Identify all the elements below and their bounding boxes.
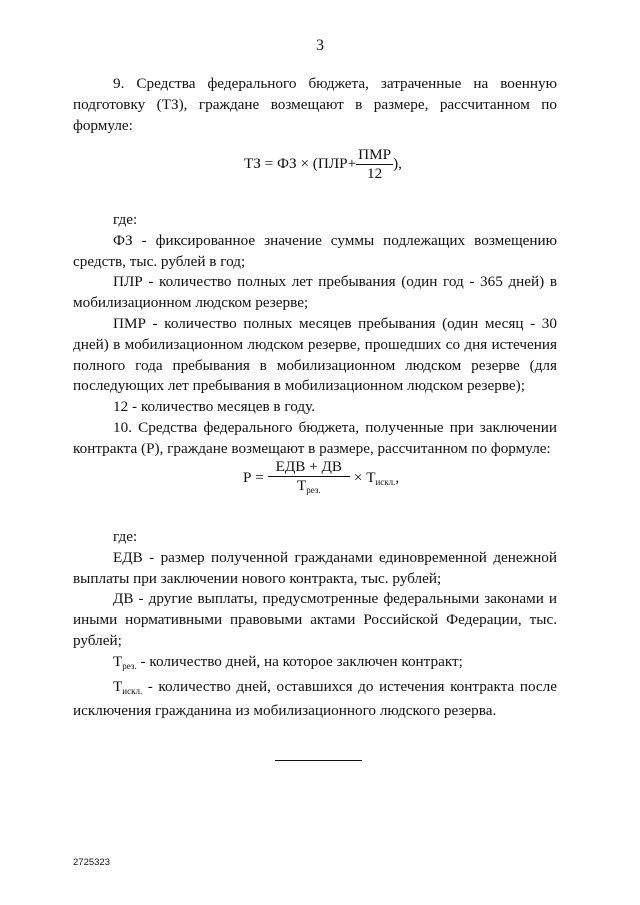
formula-tz-numerator: ПМР bbox=[358, 146, 392, 163]
t-res-text: - количество дней, на которое заключен контракт; bbox=[136, 652, 463, 670]
t-iskl-symbol: Т bbox=[113, 677, 123, 695]
definition-pmr: ПМР - количество полных месяцев пребывания (один месяц - 30 дней) в мобилизационном людском резерве, прошедших со дня истечения полного года пребывания в мобилизационном людском резерве (для последующих лет пребывания в мобилизационном людском резерве); bbox=[73, 314, 557, 395]
t-res-subscript: рез. bbox=[122, 660, 137, 671]
formula-tz-denominator: 12 bbox=[367, 165, 383, 182]
definition-plr: ПЛР - количество полных лет пребывания (один год - 365 дней) в мобилизационном людском резерве; bbox=[73, 273, 557, 312]
definitions-2 bbox=[73, 527, 557, 722]
definition-12: 12 - количество месяцев в году. bbox=[113, 398, 316, 416]
paragraph-9-text: 9. Средства федерального бюджета, затраченные на военную подготовку (ТЗ), граждане возмещают в размере, рассчитанном по формуле: bbox=[73, 75, 557, 134]
t-iskl-subscript: искл. bbox=[122, 685, 143, 696]
formula-tz-fraction bbox=[356, 146, 393, 183]
formula-r-den-subscript: рез. bbox=[306, 485, 321, 495]
page-number: 3 bbox=[316, 37, 324, 54]
t-iskl-text: - количество дней, оставшихся до истечения контракта после исключения гражданина из мобилизационного людского резерва. bbox=[73, 677, 557, 720]
where-label-2: где: bbox=[113, 528, 138, 545]
formula-r-t-subscript: искл. bbox=[375, 476, 396, 487]
formula-r bbox=[243, 458, 399, 499]
formula-r-den-symbol: Т bbox=[296, 477, 307, 494]
end-separator bbox=[275, 760, 362, 761]
paragraph-10: 10. Средства федерального бюджета, полученные при заключении контракта (Р), граждане возмещают в размере, рассчитанном по формуле: bbox=[73, 418, 557, 457]
definition-t-res bbox=[73, 652, 557, 677]
definition-dv: ДВ - другие выплаты, предусмотренные федеральными законами и иными нормативными правовыми актами Российской Федерации, тыс. рублей; bbox=[73, 590, 557, 649]
t-res-symbol: Т bbox=[113, 652, 123, 670]
definition-t-iskl bbox=[73, 677, 557, 723]
definition-edv: ЕДВ - размер полученной гражданами единовременной денежной выплаты при заключении нового контракта, тыс. рублей; bbox=[73, 548, 557, 587]
formula-r-lhs: Р = bbox=[243, 468, 264, 486]
where-label-1: где: bbox=[113, 211, 138, 228]
formula-r-numerator: ЕДВ + ДВ bbox=[268, 458, 350, 477]
document-code: 2725323 bbox=[73, 857, 110, 868]
formula-r-fraction bbox=[268, 458, 350, 499]
formula-r-denominator bbox=[268, 477, 350, 499]
paragraph-9 bbox=[73, 74, 557, 136]
formula-r-tail: , bbox=[395, 468, 400, 486]
formula-tz-lhs: ТЗ = ФЗ × (ПЛР+ bbox=[244, 154, 357, 172]
formula-tz-tail: ), bbox=[393, 154, 402, 172]
definitions-1 bbox=[73, 210, 557, 460]
formula-r-times: × Т bbox=[353, 468, 376, 486]
formula-tz bbox=[244, 146, 402, 183]
definition-fz: ФЗ - фиксированное значение суммы подлежащих возмещению средств, тыс. рублей в год; bbox=[73, 231, 557, 270]
